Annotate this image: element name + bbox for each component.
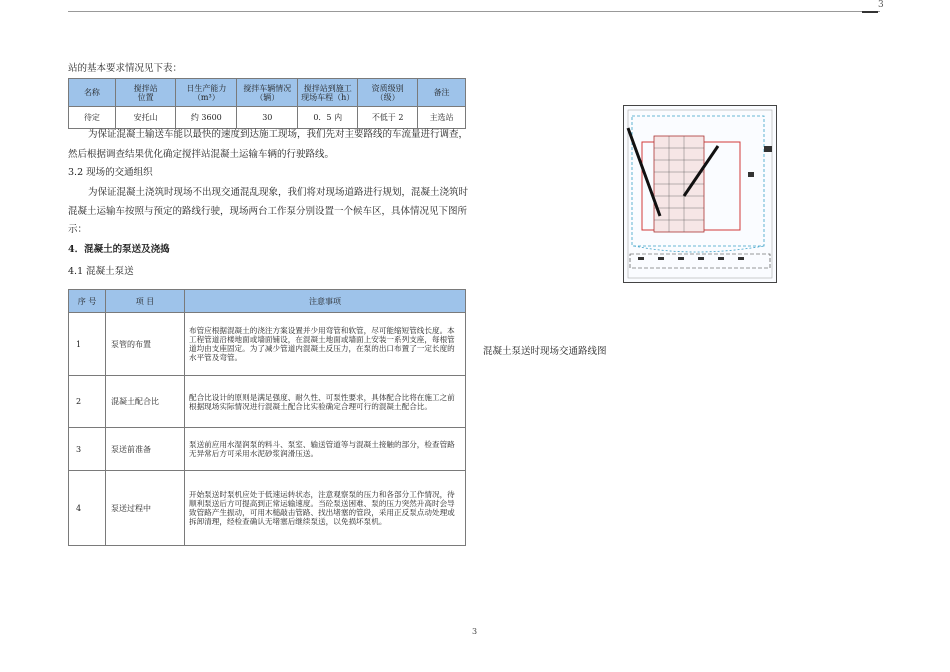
pump-row-no: 3 [69,428,106,471]
pump-row-no: 1 [69,313,106,376]
pump-row-note: 开始泵送时泵机应处于低速运转状态，注意观察泵的压力和各部分工作情况，待顺利泵送后方可提高到正常运输速度。当砼泵送困难、泵的压力突然升高时会导致管路产生振动，可用木槌敲击管路、找出堵塞的管段，采用正反泵点动处理或拆卸清理，经检查确认无堵塞后继续泵送，以免损坏泵机。 [185,471,466,546]
header-mark [862,11,878,13]
pump-header-no: 序 号 [69,290,106,313]
pump-row-item: 泵管的布置 [106,313,185,376]
station-cell-remark: 主选站 [418,107,466,129]
pump-table [68,289,466,546]
site-plan-svg [624,106,776,282]
table-row [69,471,466,546]
station-header-location: 搅拌站 位置 [115,79,175,107]
para2-line1: 为保证混凝土浇筑时现场不出现交通混乱现象，我们将对现场道路进行规划，混凝土浇筑时 [88,187,469,198]
table-row [69,428,466,471]
station-cell-grade: 不低于 2 [358,107,418,129]
para1-line1: 为保证混凝土输送车能以最快的速度到达施工现场，我们先对主要路线的车流量进行调查， [88,129,469,140]
header-page-number: 3 [878,0,884,10]
station-header-name: 名称 [83,88,100,97]
station-cell-vehicles: 30 [237,107,298,129]
header-rule [68,11,880,12]
station-cell-name: 待定 [69,107,116,129]
station-header-travel: 搅拌站到施工 现场车程（h） [298,79,358,107]
pump-header-item: 项 目 [106,290,185,313]
para2-line2: 混凝土运输车按照与预定的路线行驶，现场两台工作泵分别设置一个候车区，具体情况见下图所 [68,206,468,217]
pump-row-note: 布管应根据混凝土的浇注方案设置并少用弯管和软管，尽可能缩短管线长度。本工程管道沿楼地面或墙面铺设，在混凝土地面或墙面上安装一系列支座，每根管道均由支座固定。为了减少管道内混凝土反压力，在泵的出口布置了一定长度的水平管及弯管。 [185,313,466,376]
intro-text: 站的基本要求情况见下表： [68,63,183,74]
station-cell-location: 安托山 [115,107,175,129]
section-4-heading: 4．混凝土的泵送及浇捣 [68,244,170,255]
pump-row-no: 4 [69,471,106,546]
section-3-2-heading: 3.2 现场的交通组织 [68,167,153,178]
footer-page-number: 3 [472,627,478,636]
station-cell-capacity: 约 3600 [176,107,237,129]
table-row [69,313,466,376]
pump-row-item: 泵送前准备 [106,428,185,471]
para2-line3: 示： [68,224,88,235]
pump-row-no: 2 [69,376,106,428]
figure-caption: 混凝土泵送时现场交通路线图 [483,346,607,357]
pump-row-item: 泵送过程中 [106,471,185,546]
section-4-1-heading: 4.1 混凝土泵送 [68,266,134,277]
table-row [69,376,466,428]
station-header-grade: 资质级别 （级） [358,79,418,107]
pump-row-note: 泵送前应用水湿润泵的料斗、泵室、输送管道等与混凝土接触的部分，检查管路无异常后方可采用水泥砂浆润滑压送。 [185,428,466,471]
station-header-vehicles: 搅拌车辆情况 （辆） [237,79,298,107]
station-table [68,78,466,129]
pump-row-note: 配合比设计的原则是满足强度、耐久性、可泵性要求，具体配合比将在施工之前根据现场实际情况进行混凝土配合比实验确定合理可行的混凝土配合比。 [185,376,466,428]
site-traffic-plan-drawing [623,105,777,283]
pump-header-note: 注意事项 [185,290,466,313]
station-header-capacity: 日生产能力 （m³） [176,79,237,107]
station-header-remark: 备注 [418,79,466,107]
station-cell-travel: 0．5 内 [298,107,358,129]
para1-line2: 然后根据调查结果优化确定搅拌站混凝土运输车辆的行驶路线。 [68,149,335,160]
pump-row-item: 混凝土配合比 [106,376,185,428]
